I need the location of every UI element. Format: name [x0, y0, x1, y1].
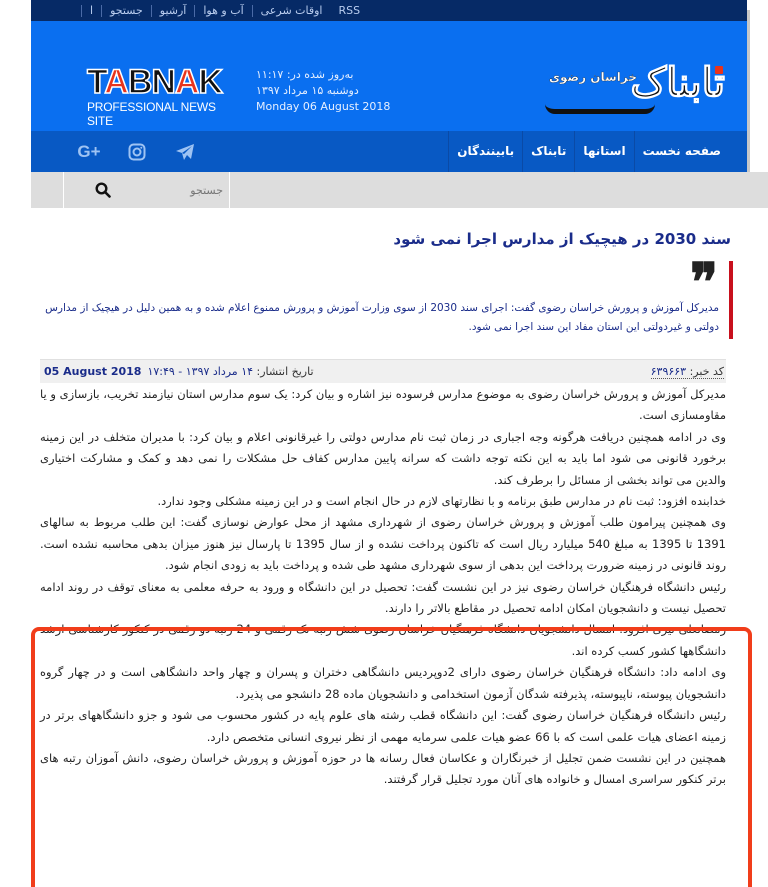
instagram-icon[interactable]: [124, 139, 150, 165]
nav-menu: [448, 131, 737, 172]
news-code: کد خبر: ۶۳۹۶۶۳: [650, 365, 724, 378]
article-lead: [40, 252, 733, 339]
lead-accent-bar: [729, 261, 733, 339]
search-box: [63, 172, 230, 208]
publish-date-en: 05 August 2018: [44, 365, 142, 378]
main-nav: [31, 131, 747, 172]
top-links: [81, 0, 368, 21]
logo-tagline: PROFESSIONAL NEWS SITE: [87, 100, 216, 128]
top-link-prayer-times[interactable]: اوقات شرعی: [252, 5, 331, 17]
nav-item-provinces[interactable]: استانها: [574, 131, 633, 172]
logo-persian-sub: خراسان رضوی: [549, 70, 637, 84]
article-paragraph: وی همچنین پیرامون طلب آموزش و پرورش خراسان رضوی از شهرداری مشهد از محل عوارض نوسازی گفت: این طلب مربوط به سالهای 1391 تا 1395 به مبلغ 540 میلیارد ریال است که تاکنون پرداخت نشده و از سال 1395 تا پارسال نیز هنوز میزان بدهی محاسبه نشده است. روند قانونی در زمینه ضرورت پرداخت این بدهی از سوی شهرداری مشهد طی شده و پرداخت باید به زودی انجام شود.: [40, 515, 727, 573]
nav-item-viewers[interactable]: بابینندگان: [448, 131, 522, 172]
tabnak-logo-persian[interactable]: [545, 58, 725, 118]
google-plus-icon[interactable]: G+: [77, 141, 101, 161]
logo-persian-main: تابناک: [630, 59, 725, 106]
updated-time: به‌روز شده در: ۱۱:۱۷: [256, 68, 354, 81]
tabnak-logo-english[interactable]: [87, 63, 237, 128]
top-link-alef[interactable]: ا: [81, 5, 101, 17]
top-link-archive[interactable]: آرشیو: [151, 5, 195, 17]
publish-date-label: تاریخ انتشار:: [256, 365, 314, 378]
article-meta: [40, 359, 726, 383]
search-row: [31, 172, 768, 208]
nav-item-home[interactable]: صفحه نخست: [634, 131, 737, 172]
logo-wordmark: TABNAK: [87, 63, 223, 101]
article-title: سند 2030 در هیچیک از مدارس اجرا نمی شود: [393, 230, 731, 248]
top-link-rss[interactable]: RSS: [338, 3, 361, 17]
search-icon[interactable]: [95, 182, 111, 198]
header-dates: [256, 67, 390, 115]
top-link-search[interactable]: جستجو: [101, 5, 151, 17]
article-paragraph: رمضانعلی نیری افزود: امسال دانشجویان دانشگاه فرهنگیان خراسان رضوی شش رتبه تک رقمی و 24 رتبه دو رقمی در کنکور کارشناسی ارشد دانشگاهها کشور کسب کرده اند.: [40, 622, 726, 658]
article-paragraph: رئیس دانشگاه فرهنگیان خراسان رضوی نیز در این نشست گفت: تحصیل در این دانشگاه و ورود به حرفه معلمی به معنای توقف در روند ادامه تحصیل نیست و دانشجویان امکان ادامه تحصیل در مقاطع بالاتر را دارند.: [40, 579, 726, 616]
news-code-value: ۶۳۹۶۶۳: [650, 365, 687, 378]
social-links: [76, 131, 198, 172]
top-bar: [31, 0, 747, 21]
article-paragraph: مدیرکل آموزش و پرورش خراسان رضوی به موضوع مدارس فرسوده نیز اشاره و بیان کرد: یک سوم مدارس استان نیازمند تخریب، بازسازی و یا مقاومسازی است.: [40, 387, 726, 423]
article-paragraph: همچنین در این نشست ضمن تجلیل از خبرنگاران و عکاسان فعال رسانه ها در حوزه آموزش و پرورش خراسان رضوی، دانش آموزان رتبه های برتر کنکور سراسری امسال و خانواده های آنان مورد تجلیل قرار گرفتند.: [40, 750, 726, 787]
article-paragraph: وی ادامه داد: دانشگاه فرهنگیان خراسان رضوی دارای 2دوپردیس دانشگاهی دختران و پسران و چهار واحد دانشگاهی است و در چهار گروه دانشجویان پیوسته، ناپیوسته، پذیرفته شدگان آزمون استخدامی و دانشجویان ماده 28 دانشجو می پذیرد.: [40, 665, 726, 701]
lead-text: مدیرکل آموزش و پرورش خراسان رضوی گفت: اجرای سند 2030 از سوی وزارت آموزش و پرورش ممنوع اعلام شده و به همین دلیل در هیچیک از مدارس دولتی و غیردولتی این استان مفاد این سند اجرا نمی شود.: [45, 302, 719, 333]
logo-swoosh: [545, 104, 655, 114]
article-body: [40, 384, 726, 791]
article-paragraph: وی در ادامه همچنین دریافت هرگونه وجه اجباری در زمان ثبت نام مدارس دولتی را غیرقانونی اعلام و بیان کرد: با مدیران متخلف در این زمینه برخورد قانونی می شود اما باید به این نکته توجه داشت که سرانه پایین مدارس کفاف حل مشکلات را نمی دهد و کمک و مشارکت اختیاری والدین می تواند بخشی از مسائل را برطرف کند.: [40, 429, 726, 487]
telegram-icon[interactable]: [172, 139, 198, 165]
search-input[interactable]: [64, 172, 231, 208]
article-paragraph: رئیس دانشگاه فرهنگیان خراسان رضوی گفت: این دانشگاه قطب رشته های علوم پایه در کشور محسوب می شود و جزو دانشگاههای برتر در زمینه اعضای هیات علمی است که با 66 عضو هیات علمی سرمایه مهمی از نظر نیروی انسانی متخصص دارد.: [40, 708, 726, 744]
date-english: Monday 06 August 2018: [256, 100, 391, 113]
article-paragraph: خدابنده افزود: ثبت نام در مدارس طبق برنامه و با نظارتهای لازم در حال انجام است و در این زمینه مشکلی وجود ندارد.: [157, 494, 726, 509]
quote-icon: ❞: [690, 252, 718, 313]
publish-date: [44, 365, 314, 378]
top-link-weather[interactable]: آب و هوا: [194, 5, 251, 17]
publish-date-fa: ۱۴ مرداد ۱۳۹۷ - ۱۷:۴۹: [147, 365, 254, 378]
date-persian: دوشنبه ۱۵ مرداد ۱۳۹۷: [256, 84, 359, 97]
scrollbar-edge: [747, 10, 750, 175]
nav-item-tabnak[interactable]: تابناک: [522, 131, 574, 172]
